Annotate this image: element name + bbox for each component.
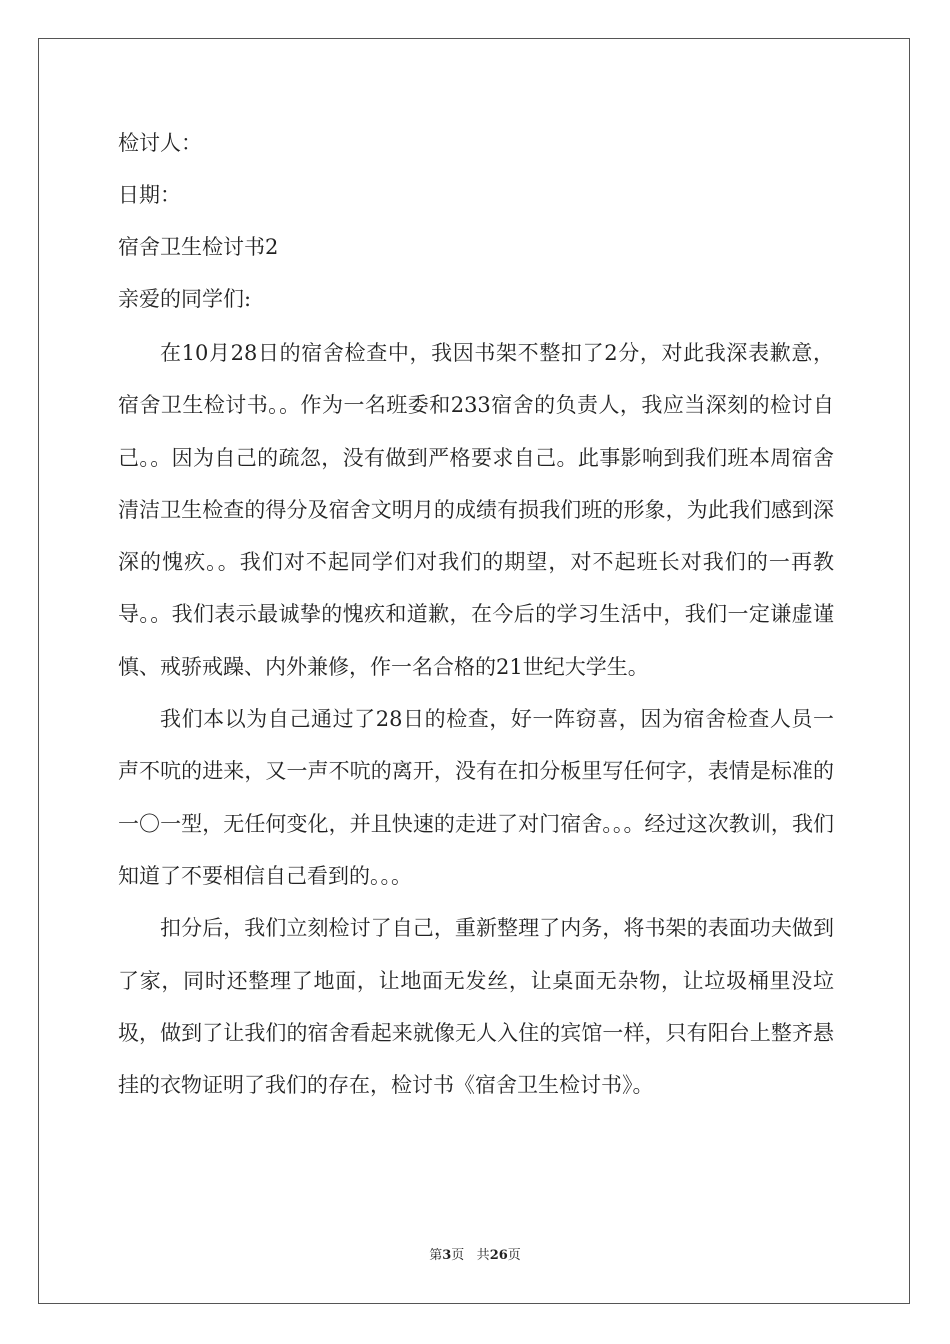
paragraph-1: 在10月28日的宿舍检查中，我因书架不整扣了2分，对此我深表歉意，宿舍卫生检讨书。。作为一名班委和233宿舍的负责人，我应当深刻的检讨自己。。因为自己的疏忽，没有做到严格要求自己。此事影响到我们班本周宿舍清洁卫生检查的得分及宿舍文明月的成绩有损我们班的形象，为此我们感到深深的愧疚。。我们对不起同学们对我们的期望，对不起班长对我们的一再教导。。我们表示最诚挚的愧疚和道歉，在今后的学习生活中，我们一定谦虚谨慎、戒骄戒躁、内外兼修，作一名合格的21世纪大学生。 [118,341,834,679]
paragraph-3: 扣分后，我们立刻检讨了自己，重新整理了内务，将书架的表面功夫做到了家，同时还整理了地面，让地面无发丝，让桌面无杂物，让垃圾桶里没垃圾，做到了让我们的宿舍看起来就像无人入住的宾馆一样，只有阳台上整齐悬挂的衣物证明了我们的存在，检讨书《宿舍卫生检讨书》。 [118,916,834,1098]
paragraph-2: 我们本以为自己通过了28日的检查，好一阵窃喜，因为宿舍检查人员一声不吭的进来，又一声不吭的离开，没有在扣分板里写任何字，表情是标准的一〇一型，无任何变化，并且快速的走进了对门宿舍。。。经过这次教训，我们知道了不要相信自己看到的。。。 [118,707,834,888]
salutation: 亲爱的同学们: [118,287,252,311]
signature-label: 检讨人： [118,131,202,155]
footer-page-number: 3 [442,1248,452,1263]
footer-total-prefix: 共 [476,1248,490,1263]
footer-page-suffix: 页 [451,1248,465,1263]
document-body [118,128,834,1111]
date-label: 日期： [118,183,181,207]
page-footer [0,1248,950,1264]
document-title: 宿舍卫生检讨书2 [118,235,279,259]
footer-total-pages: 26 [489,1248,508,1263]
footer-prefix: 第 [429,1248,443,1263]
footer-total-suffix: 页 [507,1248,521,1263]
